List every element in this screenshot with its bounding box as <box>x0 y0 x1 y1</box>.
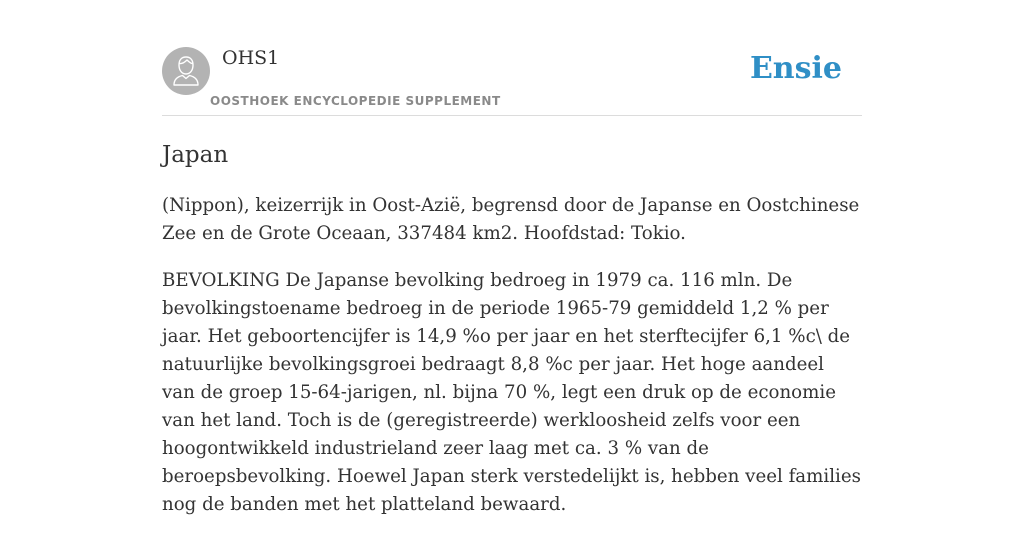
brand-logo[interactable]: Ensie <box>749 51 842 86</box>
article-paragraph: BEVOLKING De Japanse bevolking bedroeg in 1979 ca. 116 mln. De bevolkingstoename bedroeg in de periode 1965-79 gemiddeld 1,2 % per jaar. Het geboortencijfer is 14,9 %o per jaar en het sterftecijfer 6,1 %c\ de natuurlijke bevolkingsgroei bedraagt 8,8 %c per jaar. Het hoge aandeel van de groep 15-64-jarigen, nl. bijna 70 %, legt een druk op de economie van het land. Toch is de (geregistreerde) werkloosheid zelfs voor een hoogontwikkeld industrieland zeer laag met ca. 3 % van de beroepsbevolking. Hoewel Japan sterk verstedelijkt is, hebben veel families nog de banden met het platteland bewaard. <box>162 270 861 515</box>
header <box>162 0 862 116</box>
article-title: Japan <box>162 142 229 168</box>
user-icon <box>162 47 210 95</box>
article-paragraph: (Nippon), keizerrijk in Oost-Azië, begrensd door de Japanse en Oostchinese Zee en de Grote Oceaan, 337484 km2. Hoofdstad: Tokio. <box>162 195 860 244</box>
article-body <box>162 192 862 538</box>
author-name[interactable]: OHS1 <box>222 47 280 69</box>
page-container <box>162 0 862 515</box>
avatar[interactable] <box>162 47 210 95</box>
source-label[interactable]: OOSTHOEK ENCYCLOPEDIE SUPPLEMENT <box>210 94 501 108</box>
